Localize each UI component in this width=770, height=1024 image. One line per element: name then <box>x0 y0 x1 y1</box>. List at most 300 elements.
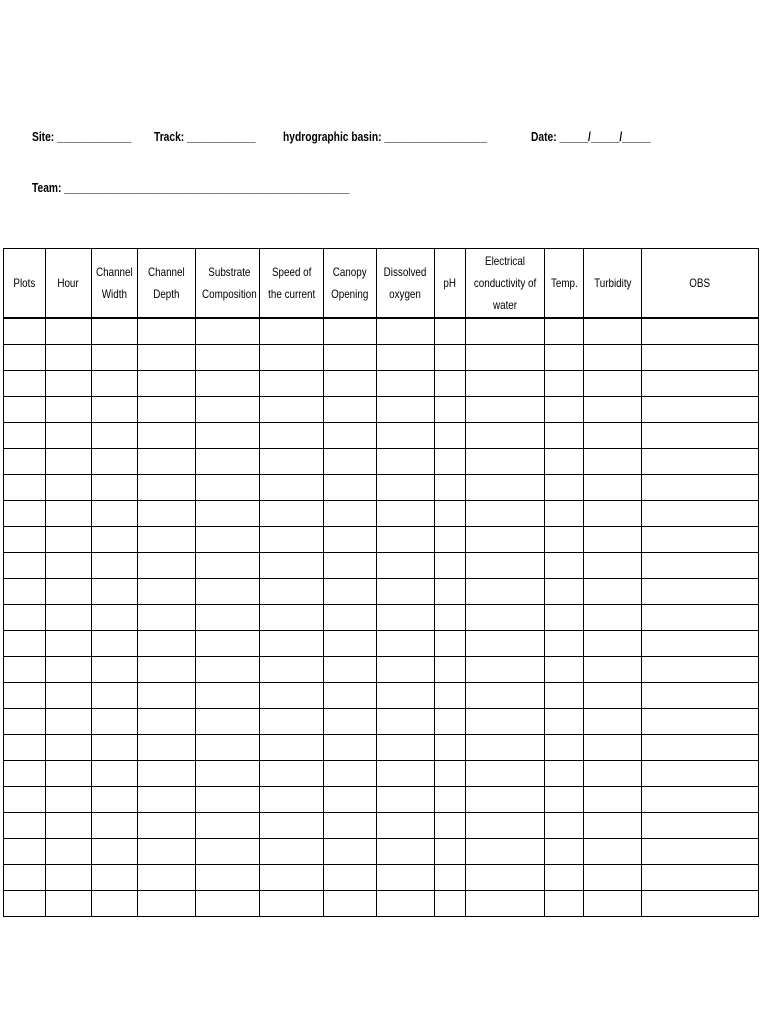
table-cell[interactable] <box>545 345 584 371</box>
table-cell[interactable] <box>196 709 260 735</box>
table-cell[interactable] <box>545 813 584 839</box>
table-cell[interactable] <box>92 735 138 761</box>
table-cell[interactable] <box>466 839 545 865</box>
table-cell[interactable] <box>584 527 642 553</box>
table-cell[interactable] <box>46 553 92 579</box>
table-cell[interactable] <box>4 579 46 605</box>
table-cell[interactable] <box>46 709 92 735</box>
table-cell[interactable] <box>377 657 435 683</box>
table-cell[interactable] <box>138 891 196 917</box>
table-cell[interactable] <box>46 735 92 761</box>
table-cell[interactable] <box>196 683 260 709</box>
table-cell[interactable] <box>642 735 759 761</box>
table-cell[interactable] <box>46 318 92 345</box>
table-cell[interactable] <box>642 839 759 865</box>
table-cell[interactable] <box>466 865 545 891</box>
table-cell[interactable] <box>324 371 377 397</box>
table-cell[interactable] <box>92 761 138 787</box>
table-cell[interactable] <box>138 397 196 423</box>
table-cell[interactable] <box>92 891 138 917</box>
table-cell[interactable] <box>466 449 545 475</box>
table-cell[interactable] <box>138 761 196 787</box>
table-cell[interactable] <box>584 345 642 371</box>
table-cell[interactable] <box>642 865 759 891</box>
table-cell[interactable] <box>545 761 584 787</box>
table-cell[interactable] <box>196 423 260 449</box>
table-cell[interactable] <box>377 709 435 735</box>
table-cell[interactable] <box>324 865 377 891</box>
table-cell[interactable] <box>435 345 466 371</box>
table-cell[interactable] <box>324 657 377 683</box>
table-cell[interactable] <box>377 397 435 423</box>
table-cell[interactable] <box>4 761 46 787</box>
table-cell[interactable] <box>642 527 759 553</box>
table-cell[interactable] <box>92 865 138 891</box>
table-cell[interactable] <box>196 891 260 917</box>
table-cell[interactable] <box>92 527 138 553</box>
table-cell[interactable] <box>4 553 46 579</box>
table-cell[interactable] <box>196 501 260 527</box>
table-cell[interactable] <box>584 371 642 397</box>
table-cell[interactable] <box>642 501 759 527</box>
table-cell[interactable] <box>466 397 545 423</box>
table-cell[interactable] <box>324 397 377 423</box>
table-cell[interactable] <box>92 371 138 397</box>
table-cell[interactable] <box>46 865 92 891</box>
table-cell[interactable] <box>260 371 324 397</box>
table-cell[interactable] <box>466 475 545 501</box>
table-cell[interactable] <box>324 891 377 917</box>
table-cell[interactable] <box>377 813 435 839</box>
table-cell[interactable] <box>138 501 196 527</box>
table-cell[interactable] <box>545 605 584 631</box>
table-cell[interactable] <box>377 683 435 709</box>
table-cell[interactable] <box>46 605 92 631</box>
table-cell[interactable] <box>435 761 466 787</box>
table-cell[interactable] <box>92 318 138 345</box>
table-cell[interactable] <box>466 345 545 371</box>
table-cell[interactable] <box>260 605 324 631</box>
table-cell[interactable] <box>642 891 759 917</box>
table-cell[interactable] <box>377 605 435 631</box>
table-cell[interactable] <box>138 865 196 891</box>
table-cell[interactable] <box>260 657 324 683</box>
table-cell[interactable] <box>324 631 377 657</box>
table-cell[interactable] <box>4 709 46 735</box>
table-cell[interactable] <box>545 735 584 761</box>
table-cell[interactable] <box>435 423 466 449</box>
table-cell[interactable] <box>46 839 92 865</box>
table-cell[interactable] <box>4 501 46 527</box>
table-cell[interactable] <box>642 553 759 579</box>
table-cell[interactable] <box>584 891 642 917</box>
table-cell[interactable] <box>324 449 377 475</box>
table-cell[interactable] <box>196 657 260 683</box>
table-cell[interactable] <box>435 631 466 657</box>
table-cell[interactable] <box>435 709 466 735</box>
table-cell[interactable] <box>377 345 435 371</box>
table-cell[interactable] <box>92 631 138 657</box>
table-cell[interactable] <box>435 891 466 917</box>
table-cell[interactable] <box>545 787 584 813</box>
table-cell[interactable] <box>4 423 46 449</box>
table-cell[interactable] <box>46 657 92 683</box>
table-cell[interactable] <box>435 813 466 839</box>
table-cell[interactable] <box>138 553 196 579</box>
table-cell[interactable] <box>4 318 46 345</box>
table-cell[interactable] <box>584 865 642 891</box>
table-cell[interactable] <box>377 865 435 891</box>
table-cell[interactable] <box>377 839 435 865</box>
table-cell[interactable] <box>260 501 324 527</box>
table-cell[interactable] <box>138 527 196 553</box>
table-cell[interactable] <box>584 839 642 865</box>
table-cell[interactable] <box>324 475 377 501</box>
table-cell[interactable] <box>4 605 46 631</box>
table-cell[interactable] <box>466 761 545 787</box>
table-cell[interactable] <box>46 813 92 839</box>
table-cell[interactable] <box>324 553 377 579</box>
table-cell[interactable] <box>435 579 466 605</box>
table-cell[interactable] <box>466 579 545 605</box>
table-cell[interactable] <box>324 318 377 345</box>
table-cell[interactable] <box>584 787 642 813</box>
table-cell[interactable] <box>377 891 435 917</box>
table-cell[interactable] <box>138 475 196 501</box>
table-cell[interactable] <box>584 709 642 735</box>
table-cell[interactable] <box>642 709 759 735</box>
table-cell[interactable] <box>92 449 138 475</box>
table-cell[interactable] <box>377 501 435 527</box>
table-cell[interactable] <box>196 605 260 631</box>
table-cell[interactable] <box>584 657 642 683</box>
table-cell[interactable] <box>324 839 377 865</box>
table-cell[interactable] <box>4 735 46 761</box>
table-cell[interactable] <box>466 553 545 579</box>
table-cell[interactable] <box>642 657 759 683</box>
table-cell[interactable] <box>377 761 435 787</box>
table-row <box>4 631 759 657</box>
table-cell[interactable] <box>642 449 759 475</box>
table-cell[interactable] <box>466 787 545 813</box>
table-cell[interactable] <box>377 527 435 553</box>
table-cell[interactable] <box>545 449 584 475</box>
table-cell[interactable] <box>4 345 46 371</box>
table-cell[interactable] <box>92 345 138 371</box>
table-cell[interactable] <box>260 318 324 345</box>
table-cell[interactable] <box>138 735 196 761</box>
table-cell[interactable] <box>545 397 584 423</box>
table-cell[interactable] <box>46 683 92 709</box>
table-cell[interactable] <box>138 605 196 631</box>
table-cell[interactable] <box>46 397 92 423</box>
table-cell[interactable] <box>377 449 435 475</box>
table-cell[interactable] <box>642 605 759 631</box>
table-cell[interactable] <box>4 865 46 891</box>
table-cell[interactable] <box>4 683 46 709</box>
table-cell[interactable] <box>642 579 759 605</box>
table-cell[interactable] <box>260 813 324 839</box>
table-cell[interactable] <box>260 735 324 761</box>
table-cell[interactable] <box>584 631 642 657</box>
table-cell[interactable] <box>324 605 377 631</box>
table-cell[interactable] <box>260 787 324 813</box>
table-cell[interactable] <box>46 631 92 657</box>
table-cell[interactable] <box>46 579 92 605</box>
table-cell[interactable] <box>138 345 196 371</box>
table-cell[interactable] <box>138 371 196 397</box>
table-cell[interactable] <box>138 631 196 657</box>
table-cell[interactable] <box>92 813 138 839</box>
table-cell[interactable] <box>545 839 584 865</box>
table-cell[interactable] <box>92 579 138 605</box>
table-cell[interactable] <box>4 891 46 917</box>
table-cell[interactable] <box>196 449 260 475</box>
table-cell[interactable] <box>642 683 759 709</box>
table-cell[interactable] <box>466 657 545 683</box>
table-cell[interactable] <box>642 318 759 345</box>
table-cell[interactable] <box>435 735 466 761</box>
table-cell[interactable] <box>545 553 584 579</box>
table-cell[interactable] <box>642 371 759 397</box>
table-cell[interactable] <box>260 891 324 917</box>
table-cell[interactable] <box>46 787 92 813</box>
table-cell[interactable] <box>377 371 435 397</box>
table-cell[interactable] <box>4 371 46 397</box>
table-cell[interactable] <box>584 397 642 423</box>
table-cell[interactable] <box>196 579 260 605</box>
table-cell[interactable] <box>324 501 377 527</box>
table-cell[interactable] <box>545 631 584 657</box>
table-cell[interactable] <box>196 761 260 787</box>
table-cell[interactable] <box>46 527 92 553</box>
table-cell[interactable] <box>377 631 435 657</box>
table-cell[interactable] <box>138 839 196 865</box>
table-cell[interactable] <box>466 735 545 761</box>
table-cell[interactable] <box>584 318 642 345</box>
table-cell[interactable] <box>466 891 545 917</box>
table-cell[interactable] <box>260 865 324 891</box>
table-cell[interactable] <box>46 891 92 917</box>
table-cell[interactable] <box>545 683 584 709</box>
table-cell[interactable] <box>4 787 46 813</box>
table-cell[interactable] <box>46 423 92 449</box>
table-cell[interactable] <box>584 423 642 449</box>
table-cell[interactable] <box>545 657 584 683</box>
table-cell[interactable] <box>46 761 92 787</box>
table-cell[interactable] <box>324 709 377 735</box>
table-cell[interactable] <box>196 527 260 553</box>
table-cell[interactable] <box>435 449 466 475</box>
table-cell[interactable] <box>377 318 435 345</box>
table-cell[interactable] <box>138 683 196 709</box>
table-cell[interactable] <box>435 839 466 865</box>
table-cell[interactable] <box>642 423 759 449</box>
table-cell[interactable] <box>138 423 196 449</box>
table-cell[interactable] <box>260 579 324 605</box>
table-cell[interactable] <box>260 553 324 579</box>
table-cell[interactable] <box>92 397 138 423</box>
table-cell[interactable] <box>324 527 377 553</box>
table-cell[interactable] <box>435 683 466 709</box>
table-cell[interactable] <box>92 683 138 709</box>
table-cell[interactable] <box>138 449 196 475</box>
table-cell[interactable] <box>584 605 642 631</box>
table-cell[interactable] <box>196 865 260 891</box>
table-cell[interactable] <box>466 709 545 735</box>
table-cell[interactable] <box>260 683 324 709</box>
table-cell[interactable] <box>642 787 759 813</box>
table-cell[interactable] <box>545 475 584 501</box>
table-cell[interactable] <box>4 839 46 865</box>
table-cell[interactable] <box>545 709 584 735</box>
table-cell[interactable] <box>92 839 138 865</box>
table-cell[interactable] <box>324 813 377 839</box>
table-cell[interactable] <box>584 735 642 761</box>
table-cell[interactable] <box>584 683 642 709</box>
table-cell[interactable] <box>260 709 324 735</box>
table-cell[interactable] <box>435 527 466 553</box>
table-cell[interactable] <box>260 397 324 423</box>
table-cell[interactable] <box>466 318 545 345</box>
table-cell[interactable] <box>377 787 435 813</box>
table-cell[interactable] <box>92 709 138 735</box>
table-cell[interactable] <box>435 865 466 891</box>
table-cell[interactable] <box>324 787 377 813</box>
table-cell[interactable] <box>584 475 642 501</box>
table-cell[interactable] <box>4 397 46 423</box>
table-cell[interactable] <box>466 683 545 709</box>
table-cell[interactable] <box>196 371 260 397</box>
table-cell[interactable] <box>435 605 466 631</box>
table-cell[interactable] <box>196 553 260 579</box>
table-cell[interactable] <box>466 527 545 553</box>
table-cell[interactable] <box>4 631 46 657</box>
table-cell[interactable] <box>138 709 196 735</box>
table-cell[interactable] <box>324 761 377 787</box>
table-cell[interactable] <box>92 657 138 683</box>
table-cell[interactable] <box>92 553 138 579</box>
table-cell[interactable] <box>92 501 138 527</box>
table-cell[interactable] <box>324 345 377 371</box>
table-cell[interactable] <box>260 631 324 657</box>
table-cell[interactable] <box>196 787 260 813</box>
table-cell[interactable] <box>642 813 759 839</box>
table-cell[interactable] <box>545 891 584 917</box>
table-cell[interactable] <box>584 449 642 475</box>
table-cell[interactable] <box>260 423 324 449</box>
table-cell[interactable] <box>260 449 324 475</box>
table-cell[interactable] <box>435 657 466 683</box>
table-cell[interactable] <box>4 475 46 501</box>
table-cell[interactable] <box>435 475 466 501</box>
table-cell[interactable] <box>377 553 435 579</box>
table-cell[interactable] <box>196 839 260 865</box>
table-cell[interactable] <box>196 475 260 501</box>
table-cell[interactable] <box>435 501 466 527</box>
table-cell[interactable] <box>545 501 584 527</box>
table-cell[interactable] <box>138 813 196 839</box>
table-cell[interactable] <box>466 631 545 657</box>
table-cell[interactable] <box>196 318 260 345</box>
table-cell[interactable] <box>138 787 196 813</box>
table-cell[interactable] <box>92 475 138 501</box>
table-cell[interactable] <box>4 449 46 475</box>
table-cell[interactable] <box>46 371 92 397</box>
table-cell[interactable] <box>435 371 466 397</box>
table-cell[interactable] <box>196 397 260 423</box>
table-cell[interactable] <box>46 449 92 475</box>
table-cell[interactable] <box>324 579 377 605</box>
table-cell[interactable] <box>4 657 46 683</box>
table-cell[interactable] <box>324 735 377 761</box>
table-cell[interactable] <box>584 553 642 579</box>
table-cell[interactable] <box>545 579 584 605</box>
table-cell[interactable] <box>4 813 46 839</box>
table-cell[interactable] <box>584 813 642 839</box>
table-cell[interactable] <box>642 631 759 657</box>
table-cell[interactable] <box>377 579 435 605</box>
table-cell[interactable] <box>324 423 377 449</box>
table-cell[interactable] <box>435 397 466 423</box>
table-cell[interactable] <box>584 579 642 605</box>
table-cell[interactable] <box>92 787 138 813</box>
table-cell[interactable] <box>92 605 138 631</box>
table-cell[interactable] <box>435 318 466 345</box>
table-cell[interactable] <box>545 865 584 891</box>
table-cell[interactable] <box>260 761 324 787</box>
table-cell[interactable] <box>46 345 92 371</box>
table-cell[interactable] <box>642 761 759 787</box>
table-cell[interactable] <box>466 501 545 527</box>
table-cell[interactable] <box>260 839 324 865</box>
table-cell[interactable] <box>377 475 435 501</box>
table-cell[interactable] <box>4 527 46 553</box>
table-cell[interactable] <box>260 475 324 501</box>
table-cell[interactable] <box>642 397 759 423</box>
table-cell[interactable] <box>435 787 466 813</box>
table-cell[interactable] <box>260 345 324 371</box>
table-cell[interactable] <box>196 345 260 371</box>
table-cell[interactable] <box>46 501 92 527</box>
table-cell[interactable] <box>545 527 584 553</box>
table-cell[interactable] <box>46 475 92 501</box>
table-cell[interactable] <box>545 423 584 449</box>
table-cell[interactable] <box>466 423 545 449</box>
table-cell[interactable] <box>260 527 324 553</box>
table-cell[interactable] <box>584 501 642 527</box>
table-cell[interactable] <box>196 813 260 839</box>
table-cell[interactable] <box>138 579 196 605</box>
table-cell[interactable] <box>138 318 196 345</box>
table-cell[interactable] <box>466 605 545 631</box>
table-cell[interactable] <box>466 371 545 397</box>
table-cell[interactable] <box>196 735 260 761</box>
table-cell[interactable] <box>466 813 545 839</box>
table-cell[interactable] <box>92 423 138 449</box>
table-cell[interactable] <box>324 683 377 709</box>
table-cell[interactable] <box>642 345 759 371</box>
table-cell[interactable] <box>377 735 435 761</box>
table-cell[interactable] <box>545 371 584 397</box>
table-cell[interactable] <box>435 553 466 579</box>
table-cell[interactable] <box>377 423 435 449</box>
table-cell[interactable] <box>642 475 759 501</box>
table-cell[interactable] <box>584 761 642 787</box>
table-cell[interactable] <box>545 318 584 345</box>
table-cell[interactable] <box>138 657 196 683</box>
table-cell[interactable] <box>196 631 260 657</box>
